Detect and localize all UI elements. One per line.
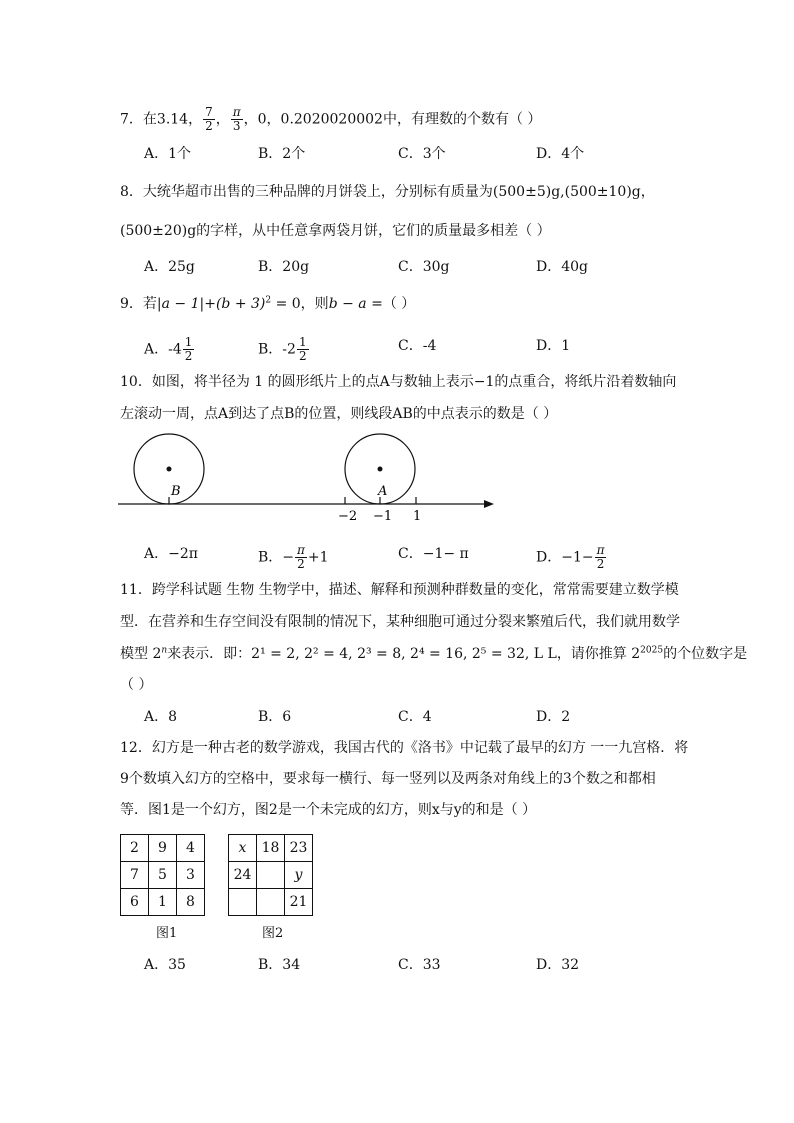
q7-option-b[interactable]: B．2个 xyxy=(258,146,306,162)
grid-cell: 7 xyxy=(121,862,149,889)
fraction-pi-3: $\frac{\pi}{3}$ xyxy=(232,105,241,133)
q11-option-c[interactable]: C．4 xyxy=(398,709,432,725)
number-line-figure xyxy=(110,428,510,528)
q7-option-c[interactable]: C．3个 xyxy=(398,146,446,162)
table-row xyxy=(229,862,313,889)
grid-cell: x xyxy=(229,835,257,862)
q8-option-a[interactable]: A．25g xyxy=(144,259,195,275)
tick-label-minus-1: −1 xyxy=(373,509,393,524)
grid-cell: 8 xyxy=(177,889,205,916)
magic-square-fig2 xyxy=(228,834,313,916)
circle-center-dot xyxy=(378,467,383,472)
q10-option-d[interactable]: D．−1− $\frac{\pi}{2}$ xyxy=(536,543,605,571)
q8-stem-line2: (500±20)g的字样，从中任意拿两袋月饼，它们的质量最多相差（ ） xyxy=(120,223,551,239)
q12-option-c[interactable]: C．33 xyxy=(398,957,441,973)
table-row xyxy=(229,889,313,916)
table-row xyxy=(121,862,205,889)
fig1-caption: 图1 xyxy=(156,926,178,941)
tick-label-minus-2: −2 xyxy=(338,509,358,524)
q7-option-a[interactable]: A．1个 xyxy=(144,146,192,162)
grid-cell: 9 xyxy=(149,835,177,862)
fig2-caption: 图2 xyxy=(262,926,284,941)
grid-cell xyxy=(257,862,285,889)
q11-option-b[interactable]: B．6 xyxy=(258,709,292,725)
grid-cell: 23 xyxy=(285,835,313,862)
q8-stem-line1: 8．大统华超市出售的三种品牌的月饼袋上，分别标有质量为(500±5)g,(500±10)g， xyxy=(120,184,655,200)
grid-cell: 6 xyxy=(121,889,149,916)
grid-cell: 24 xyxy=(229,862,257,889)
grid-cell: 2 xyxy=(121,835,149,862)
grid-cell: y xyxy=(285,862,313,889)
q12-stem-line3: 等．图1是一个幻方，图2是一个未完成的幻方，则x与y的和是（ ） xyxy=(120,802,537,818)
fraction-1-2: $\frac{1}{2}$ xyxy=(184,335,193,363)
q12-option-b[interactable]: B．34 xyxy=(258,957,301,973)
tick-label-1: 1 xyxy=(413,509,422,524)
grid-cell: 21 xyxy=(285,889,313,916)
q11-stem-line2: 型．在营养和生存空间没有限制的情况下，某种细胞可通过分裂来繁殖后代，我们就用数学 xyxy=(120,614,680,630)
table-row xyxy=(229,835,313,862)
axis-arrow-icon xyxy=(484,500,494,508)
table-row xyxy=(121,835,205,862)
q12-option-a[interactable]: A．35 xyxy=(144,957,186,973)
magic-square-fig1 xyxy=(120,834,205,916)
q11-option-d[interactable]: D．2 xyxy=(536,709,571,725)
q11-stem-line1: 11．跨学科试题 生物 生物学中，描述、解释和预测种群数量的变化，常常需要建立数学模 xyxy=(120,582,679,598)
q10-option-b[interactable]: B．− $\frac{\pi}{2}$ +1 xyxy=(258,543,329,571)
grid-cell: 4 xyxy=(177,835,205,862)
grid-cell: 18 xyxy=(257,835,285,862)
fraction-7-2: $\frac{7}{2}$ xyxy=(205,105,213,133)
q9-option-d[interactable]: D．1 xyxy=(536,338,571,354)
q11-stem-line3: 模型 2$^n$来表示．即：2¹ = 2, 2² = 4, 2³ = 8, 2⁴ = 16, 2⁵ = 32, L L，请你推算 $2^{2025}$的个位数字是 xyxy=(120,645,748,662)
q10-stem-line1: 10．如图，将半径为 1 的圆形纸片上的点A与数轴上表示−1的点重合，将纸片沿着数轴向 xyxy=(120,374,677,390)
q11-option-a[interactable]: A．8 xyxy=(144,709,178,725)
label-point-b: B xyxy=(171,484,181,499)
grid-cell: 1 xyxy=(149,889,177,916)
circle-center-dot xyxy=(167,467,172,472)
q9-option-a[interactable]: A．-4 $\frac{1}{2}$ xyxy=(144,335,193,363)
q12-option-d[interactable]: D．32 xyxy=(536,957,580,973)
q7-stem: 7．在3.14， $\frac{7}{2}$ ， $\frac{\pi}{3}$ ，0，0.2020020002中，有理数的个数有（ ） xyxy=(120,105,542,133)
q7-option-d[interactable]: D．4个 xyxy=(536,146,585,162)
q9-stem: 9．若$|a - 1|+(b + 3)^2 = 0$，则b − a =（ ） xyxy=(120,295,416,312)
q11-stem-line4: （ ） xyxy=(120,677,153,693)
q10-stem-line2: 左滚动一周，点A到达了点B的位置，则线段AB的中点表示的数是（ ） xyxy=(120,406,558,422)
grid-cell: 3 xyxy=(177,862,205,889)
fraction-pi-2: $\frac{\pi}{2}$ xyxy=(596,543,605,571)
table-row xyxy=(121,889,205,916)
grid-cell xyxy=(257,889,285,916)
q10-option-c[interactable]: C．−1− π xyxy=(398,546,469,562)
grid-cell xyxy=(229,889,257,916)
q10-option-a[interactable]: A．−2π xyxy=(144,546,198,562)
q8-option-d[interactable]: D．40g xyxy=(536,259,589,275)
label-point-a: A xyxy=(378,484,388,499)
q12-stem-line2: 9个数填入幻方的空格中，要求每一横行、每一竖列以及两条对角线上的3个数之和都相 xyxy=(120,771,656,787)
q8-option-c[interactable]: C．30g xyxy=(398,259,450,275)
fraction-1-2: $\frac{1}{2}$ xyxy=(298,335,307,363)
q9-option-b[interactable]: B．-2 $\frac{1}{2}$ xyxy=(258,335,307,363)
q9-option-c[interactable]: C．-4 xyxy=(398,338,437,354)
q8-option-b[interactable]: B．20g xyxy=(258,259,310,275)
fraction-pi-2: $\frac{\pi}{2}$ xyxy=(297,543,305,571)
grid-cell: 5 xyxy=(149,862,177,889)
q12-stem-line1: 12．幻方是一种古老的数学游戏，我国古代的《洛书》中记载了最早的幻方 一一九宫格．将 xyxy=(120,740,689,756)
